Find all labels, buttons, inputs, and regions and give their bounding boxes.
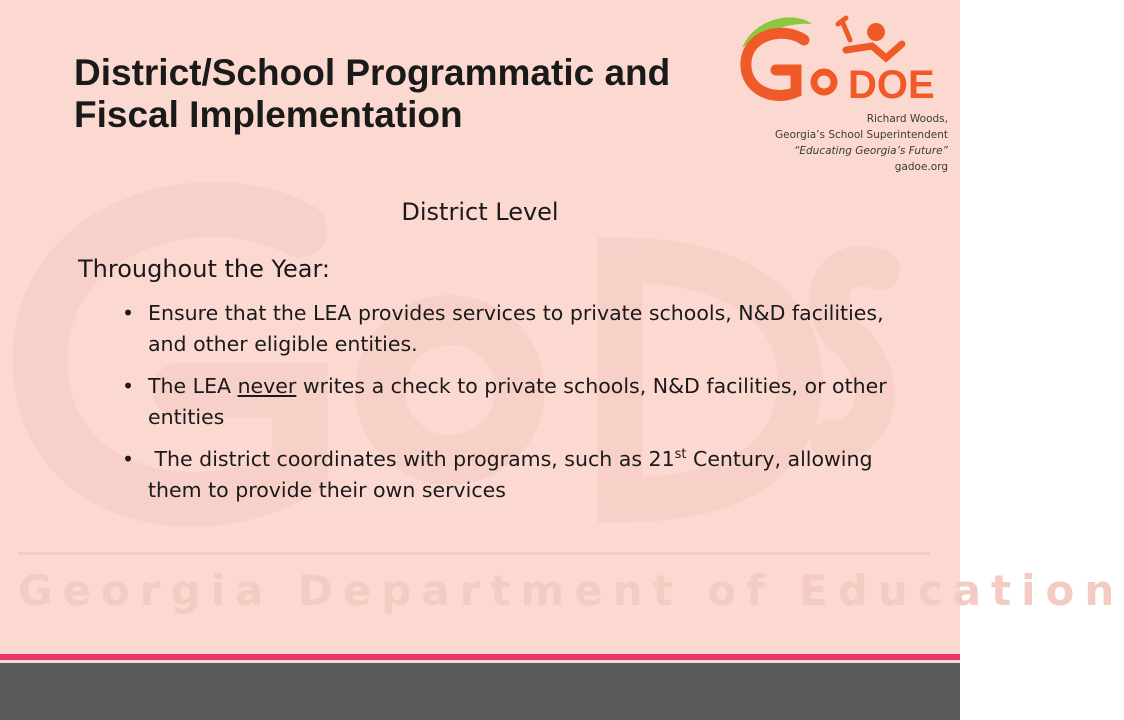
motto: “Educating Georgia’s Future” xyxy=(793,145,948,157)
bullet-text-before: The LEA xyxy=(148,374,238,398)
bullet-list xyxy=(120,298,890,517)
bullet-text-underlined: never xyxy=(237,374,297,398)
accent-bar xyxy=(0,654,960,660)
bullet-icon: • xyxy=(122,301,135,325)
bullet-text-before: The district coordinates with programs, such as 21 xyxy=(148,447,675,471)
section-heading: Throughout the Year: xyxy=(78,255,330,283)
bullet-text: Ensure that the LEA provides services to private schools, N&D facilities, and other eligible entities. xyxy=(148,301,884,356)
superintendent-name: Richard Woods, xyxy=(866,113,948,125)
bullet-item xyxy=(120,371,890,433)
svg-text:DOE: DOE xyxy=(848,63,935,107)
superintendent-role: Georgia’s School Superintendent xyxy=(775,129,948,141)
bullet-text-after: Century, allowing them to provide their own services xyxy=(148,447,873,502)
gadoe-logo xyxy=(734,10,952,106)
bullet-superscript: st xyxy=(674,447,687,463)
bullet-icon: • xyxy=(122,447,135,471)
website: gadoe.org xyxy=(894,161,948,173)
slide-title: District/School Programmatic and Fiscal Implementation xyxy=(74,52,671,135)
bullet-icon: • xyxy=(122,374,135,398)
footer-bar xyxy=(0,663,960,720)
bullet-text-after: writes a check to private schools, N&D facilities, or other entities xyxy=(148,374,887,429)
bullet-item xyxy=(120,298,890,360)
watermark-rule xyxy=(18,552,930,555)
bullet-item xyxy=(120,444,890,506)
watermark-text: Georgia Department of Education xyxy=(18,566,1124,615)
slide-subtitle: District Level xyxy=(401,198,559,226)
superintendent-credits xyxy=(775,111,948,175)
